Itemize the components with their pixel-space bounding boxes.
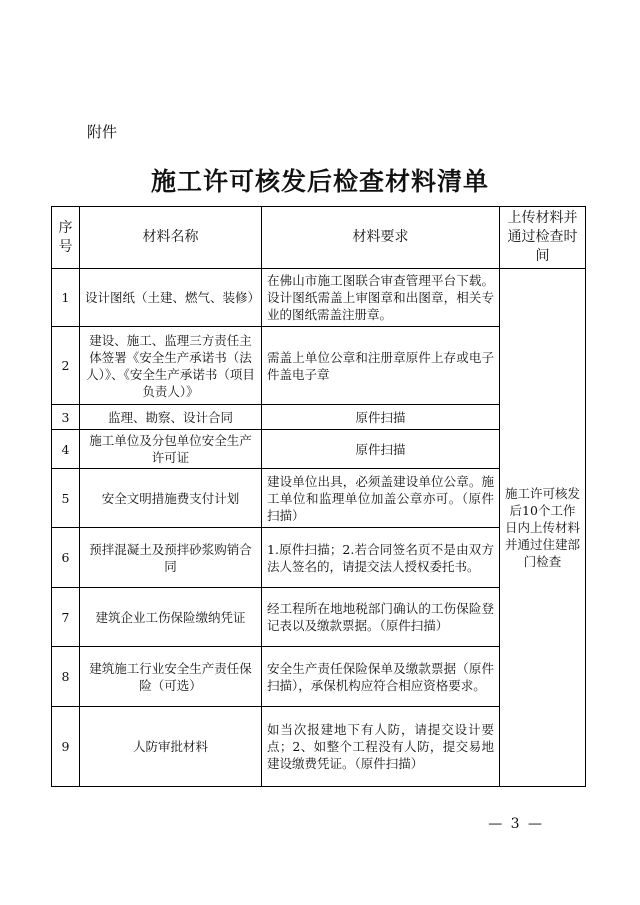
row-seq: 8	[52, 647, 80, 707]
row-name: 建筑施工行业安全生产责任保险（可选）	[80, 647, 262, 707]
row-seq: 3	[52, 405, 80, 430]
row-requirement: 如当次报建地下有人防，请提交设计要点；2、如整个工程没有人防，提交易地建设缴费凭证。（原件扫描）	[262, 707, 500, 787]
row-requirement: 1.原件扫描；2.若合同签名页不是由双方法人签名的，请提交法人授权委托书。	[262, 528, 500, 588]
page-number: — 3 —	[488, 816, 544, 832]
row-requirement: 需盖上单位公章和注册章原件上存或电子件盖电子章	[262, 327, 500, 405]
row-name: 施工单位及分包单位安全生产许可证	[80, 430, 262, 469]
row-name: 建筑企业工伤保险缴纳凭证	[80, 588, 262, 647]
header-requirement: 材料要求	[262, 207, 500, 269]
header-upload-time: 上传材料并通过检查时间	[500, 207, 586, 269]
row-seq: 1	[52, 269, 80, 327]
table-row	[52, 269, 586, 327]
row-name: 安全文明措施费支付计划	[80, 469, 262, 528]
header-name: 材料名称	[80, 207, 262, 269]
row-requirement: 经工程所在地地税部门确认的工伤保险登记表以及缴款票据。（原件扫描）	[262, 588, 500, 647]
row-requirement: 安全生产责任保险保单及缴款票据（原件扫描），承保机构应符合相应资格要求。	[262, 647, 500, 707]
row-name: 监理、勘察、设计合同	[80, 405, 262, 430]
row-requirement: 在佛山市施工图联合审查管理平台下载。设计图纸需盖上审图章和出图章，相关专业的图纸需盖注册章。	[262, 269, 500, 327]
row-name: 设计图纸（土建、燃气、装修）	[80, 269, 262, 327]
row-requirement: 原件扫描	[262, 430, 500, 469]
row-seq: 5	[52, 469, 80, 528]
row-seq: 2	[52, 327, 80, 405]
row-seq: 4	[52, 430, 80, 469]
row-requirement: 原件扫描	[262, 405, 500, 430]
row-seq: 6	[52, 528, 80, 588]
upload-time-cell: 施工许可核发后10个工作日内上传材料并通过住建部门检查	[500, 269, 586, 787]
row-seq: 9	[52, 707, 80, 787]
row-seq: 7	[52, 588, 80, 647]
table-header-row	[52, 207, 586, 269]
document-title: 施工许可核发后检查材料清单	[150, 167, 489, 196]
row-requirement: 建设单位出具，必须盖建设单位公章。施工单位和监理单位加盖公章亦可。（原件扫描）	[262, 469, 500, 528]
row-name: 预拌混凝土及预拌砂浆购销合同	[80, 528, 262, 588]
header-seq: 序号	[52, 207, 80, 269]
attachment-label: 附件	[87, 123, 118, 141]
materials-table	[51, 206, 586, 787]
row-name: 建设、施工、监理三方责任主体签署《安全生产承诺书（法人）》、《安全生产承诺书（项目负责人）》	[80, 327, 262, 405]
row-name: 人防审批材料	[80, 707, 262, 787]
